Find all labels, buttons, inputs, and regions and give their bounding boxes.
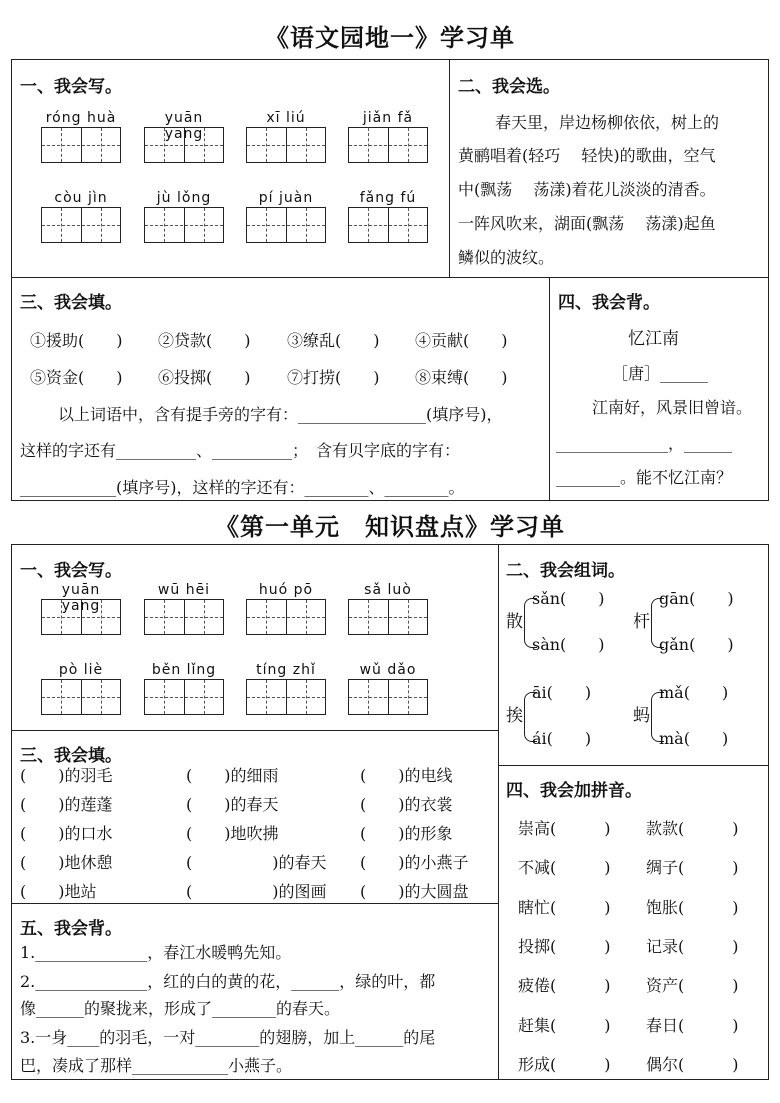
fill-question-line: 以上词语中，含有提手旁的字有：________________(填序号)，	[58, 405, 503, 424]
poem-author: ［唐］______	[612, 364, 709, 383]
s2-pinyin-heading: 四、我会加拼音。	[506, 781, 642, 801]
pinyin-word: 形成( )	[518, 1054, 611, 1074]
pinyin-word: 绸子( )	[646, 858, 739, 878]
fill-phrase: ( )的细雨	[186, 766, 279, 785]
writing-box	[348, 207, 428, 243]
pinyin-label: wū hēi	[157, 582, 211, 598]
writing-box	[144, 127, 224, 163]
recite-line: 2.______________，红的白的黄的花，______，绿的叶，都	[20, 972, 436, 991]
writing-box	[144, 679, 224, 715]
s1-write-heading: 一、我会写。	[20, 77, 122, 97]
writing-box	[246, 679, 326, 715]
fill-phrase: ( )的大圆盘	[360, 882, 469, 901]
group-char: 杆	[633, 612, 650, 632]
writing-box	[41, 679, 121, 715]
choose-line: 中(飘荡 荡漾)着花儿淡淡的清香。	[458, 180, 716, 199]
word-item: ⑧束缚( )	[415, 368, 508, 387]
writing-box	[348, 599, 428, 635]
recite-line: 1.______________，春江水暖鸭先知。	[20, 943, 292, 962]
fill-phrase: ( )的图画	[186, 882, 327, 901]
writing-box	[41, 127, 121, 163]
pinyin-word: 资产( )	[646, 976, 739, 996]
fill-phrase: ( )的衣裳	[360, 795, 453, 814]
word-item: ⑤资金( )	[30, 368, 123, 387]
pinyin-word: 偶尔( )	[646, 1054, 739, 1074]
pinyin-word: 疲倦( )	[518, 976, 611, 996]
sheet1-title: 《语文园地一》学习单	[265, 23, 515, 52]
poem-line: 江南好，风景旧曾谙。	[592, 398, 753, 417]
choose-line: 一阵风吹来，湖面(飘荡 荡漾)起鱼	[458, 214, 716, 233]
writing-box	[348, 679, 428, 715]
pinyin-label: běn lǐng	[151, 662, 217, 678]
word-item: ⑥投掷( )	[158, 368, 251, 387]
group-item: mà( )	[659, 729, 729, 748]
pinyin-label: róng huà	[45, 110, 117, 126]
pinyin-word: 投掷( )	[518, 936, 611, 956]
group-item: mǎ( )	[659, 683, 729, 702]
pinyin-word: 崇高( )	[518, 819, 611, 838]
pinyin-word: 春日( )	[646, 1015, 739, 1035]
fill-phrase: ( )的小燕子	[360, 853, 469, 872]
s1-recite-heading: 四、我会背。	[558, 293, 660, 313]
writing-box	[144, 207, 224, 243]
poem-line: ________。能不忆江南？	[556, 468, 733, 487]
writing-box	[246, 207, 326, 243]
fill-phrase: ( )地站	[20, 882, 97, 901]
s2-group-heading: 二、我会组词。	[506, 561, 625, 581]
pinyin-word: 记录( )	[646, 936, 739, 956]
writing-box	[246, 127, 326, 163]
s1-fill-heading: 三、我会填。	[20, 293, 122, 313]
writing-box	[246, 599, 326, 635]
fill-phrase: ( )地吹拂	[186, 824, 279, 843]
s2-fill-heading: 三、我会填。	[20, 746, 122, 766]
writing-box	[41, 207, 121, 243]
group-char: 蚂	[633, 706, 650, 726]
fill-phrase: ( )的羽毛	[20, 766, 113, 785]
pinyin-label: jiǎn fǎ	[362, 110, 414, 126]
word-item: ①援助( )	[30, 331, 123, 350]
pinyin-label: pò liè	[58, 662, 104, 678]
group-char: 散	[506, 612, 523, 632]
pinyin-label: huó pō	[258, 582, 314, 598]
word-item: ③缭乱( )	[287, 331, 380, 350]
poem-line: ______________，______	[556, 434, 733, 453]
pinyin-label: yuān yāng	[61, 582, 101, 614]
word-item: ⑦打捞( )	[287, 368, 380, 387]
group-item: sǎn( )	[532, 589, 605, 608]
recite-line: 3.一身____的羽毛，一对________的翅膀，加上______的尾	[20, 1028, 436, 1047]
sheet2-title: 《第一单元 知识盘点》学习单	[215, 512, 565, 541]
pinyin-label: jù lǒng	[156, 190, 212, 206]
fill-question-line: 这样的字还有__________、__________； 含有贝字底的字有：	[20, 441, 461, 460]
recite-line: 巴，凑成了那样____________小燕子。	[20, 1056, 293, 1075]
s2-write-heading: 一、我会写。	[20, 561, 122, 581]
group-item: gǎn( )	[659, 635, 734, 654]
pinyin-label: còu jìn	[54, 190, 108, 206]
pinyin-label: tíng zhǐ	[256, 662, 316, 678]
fill-phrase: ( )的莲蓬	[20, 795, 113, 814]
word-item: ②贷款( )	[158, 331, 251, 350]
group-item: āi( )	[532, 683, 592, 702]
pinyin-word: 赶集( )	[518, 1015, 611, 1035]
pinyin-label: xī liú	[266, 110, 306, 126]
s1-choose-heading: 二、我会选。	[458, 77, 560, 97]
pinyin-word: 不减( )	[518, 858, 611, 878]
fill-phrase: ( )地休憩	[20, 853, 113, 872]
group-char: 挨	[506, 706, 523, 726]
group-item: sàn( )	[532, 635, 605, 654]
recite-line: 像______的聚拢来，形成了________的春天。	[20, 999, 341, 1018]
pinyin-label: pí juàn	[258, 190, 314, 206]
writing-box	[144, 599, 224, 635]
fill-phrase: ( )的春天	[186, 795, 279, 814]
choose-line: 春天里，岸边杨柳依依，树上的	[495, 113, 720, 132]
fill-phrase: ( )的口水	[20, 824, 113, 843]
fill-phrase: ( )的春天	[186, 853, 327, 872]
pinyin-label: yuān yāng	[164, 110, 204, 142]
pinyin-word: 饱胀( )	[646, 897, 739, 917]
fill-phrase: ( )的电线	[360, 766, 453, 785]
word-item: ④贡献( )	[415, 331, 508, 350]
choose-line: 黄鹂唱着(轻巧 轻快)的歌曲，空气	[458, 146, 716, 165]
s2-recite-heading: 五、我会背。	[20, 919, 122, 939]
pinyin-word: 款款( )	[646, 819, 739, 838]
pinyin-label: fǎng fú	[359, 190, 417, 206]
choose-line: 鳞似的波纹。	[458, 248, 555, 267]
group-item: ái( )	[532, 729, 592, 748]
fill-question-line: ____________(填序号)，这样的字还有：________、________。	[20, 478, 465, 497]
fill-phrase: ( )的形象	[360, 824, 453, 843]
writing-box	[348, 127, 428, 163]
poem-title: 忆江南	[628, 329, 679, 349]
group-item: gān( )	[659, 589, 734, 608]
pinyin-label: sǎ luò	[364, 582, 412, 598]
pinyin-word: 瞎忙( )	[518, 897, 611, 917]
writing-box	[41, 599, 121, 635]
pinyin-label: wǔ dǎo	[359, 662, 417, 678]
